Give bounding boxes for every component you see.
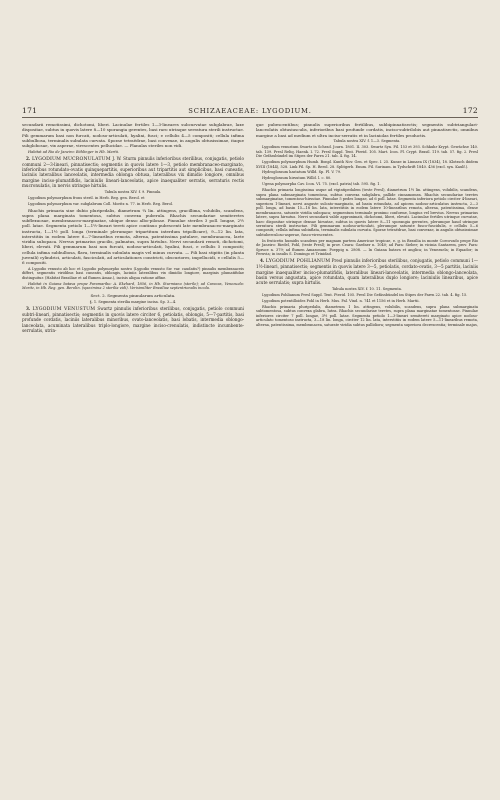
species-description [256,258,478,285]
species-diagnosis: J. W. Sturm pinnulis inferioribus sterilibus, conjugatis, petiolo communi 2—3-lineari, pinnatisectis; segmentis in quovis latere 1—3, petiolo membranaceo-marginato, inferioribus rotundato-ovatis quinquepartitis, superioribus aut tripartitis aut simplicibus, basi cuneatis, laciniis lateralibus lanceolatis, intermedia oblonga obtusa, lateralibus vix dimidio longiore, omnibus margine inciso-plumatifidis, laciniulis lineari-lanceolatis, apice inaequaliter serratis, serraturis rectis mucronulatis, in nervis utrinque hirtulis. [22,155,244,188]
species-number: 3. [26,305,31,311]
citation: Lygodium polymorphum Humb. Bonpl. Kunth Nov. Gen. et Spec. I. 25. Kunze in Linnaea IX (1834), 18. Klotzsch ibidem XVIII (1844), 528. Link Fil. Sp. H. Berol. 28. Splitgerb. Enum. Fil. Surinam. in Tydschrift 1840. 436 (excl. syn. Kaulf.). [256,160,478,169]
paragraph: que pubescentibus; pinnulis superioribus fertilibus, subbipinnatisectis; segmentis subtriangulari-lanceolatis obtusiusculis, inferioribus basi profunde cordatis, inciso-subtrilobis aut pinnatisectis, omnibus margine a basi ad medium et ultra inciso-serratis et in laciniolas fertiles productis. [256,122,478,138]
paragraph: Habitat in Guiana batava prope Paramaribo: A. Ekehard, 1856, in Hb. Sturmiano (sterile); ad Caracas, Venezuela: Moritz, in Hb. Reg. gen. Berolin. (specimina 2 sterilia vidi). Verisimiliter Brasiliae septentrionalis incola. [22,281,244,291]
citation: Lygodium polymorphum frons steril. in Herb. Reg. gen. Berol. et [28,195,145,200]
species-name: LYGODIUM POHLIANUM [265,259,331,265]
paragraph: Rhachis primaria longissima usque ad vigintipedalem (teste Presl), diametrum 1½ lin. attingens, volubilis, scandens, supra plana submarginata tomentosa, subtus convexa subglabra, pallide cinnamomea. Rhachis secundariae teretes submarginatae, tomentoso-hirsutae. Pinnulae 5 pedes longae, ad 6 poll. latae. Segmenta inferiora petiolo circiter 4-lineari, superiora 1-lineari, nervi anguste sulcato-marginato, ad basin rotundata, ad apicem nodoso-articulatus instructa, 2—3 poll. longa, ad basin 15—18 lin. lata, interstitiis in eodem latere 10-linearibus remota, alterna, patentissima, dense membranacea, saturate viridia subopaca; segmentum terminale proximo conforme, longius vel brevius. Nervus primarius latere, supra hirsutus. Nervi secundarii valde approximati, dichotomi, liberi, elevati. Lacinulae fertiles utrinque curvatae, haec dispositae utrinque densae hirsutae, subtus in quovis latere 8—11 sporangia gerentes, plerumque haud utrinque serratura sterili instructae. Pili gemmarum nodoso-articulati, plerumque saturate fusco-fuscidulis, e cellulis 5—6 compositi; cellula infima subinflata, terminalis subulata curvata. Sporae tetraëdrae, basi convexae, in angulis obtusissimae subtuberculoso-asperae, fusco-virescentes. [256,188,478,237]
species-diagnosis: Swartz pinnulis inferioribus sterilibus, conjugatis, petiolo communi subtri-lineari, pinnatisectis; segmentis in quovis latere circiter 6, petiolatis, oblongis, 5—7-partitis, basi profunde cordatis, laciniis lateralibus minoribus, ovato-lanceolatis, basi lobatis, intermedia oblongo-lanceolata, acuminata lateralibus triplo-longiore, margine inciso-crenulatis, indistincte incumbente-serrulatis, utrin- [22,305,244,333]
left-column [22,122,244,335]
caption-line: Tabula nostra XIV. f. 10. 11. Segmenta. [331,286,403,291]
citation: Lygodium Pohlianum Presl Suppl. Tent. Pterid. 105. Presl Die Gefässbündel im Stipes der Farrn 22. tab. 4. fig. 15. [262,292,468,297]
text-columns [22,122,478,335]
citation: Hydroglossum hirsutum Willd. l. c. 80. [262,176,332,181]
section-heading: Sect. 2. Segmenta pinnularum articulata. [90,292,176,298]
species-name: LYGODIUM VENUSTUM [32,306,96,312]
page-number-left: 171 [22,106,38,115]
species-diagnosis: Presl pinnulis inferioribus sterilibus, conjugatis, petiolo communi 1—1½-lineari, pinnatisectis; segmentis in quovis latere 3—5, petiolatis, cordato-ovatis, 3—5 partitis, laciniis margine inaequaliter inciso-plumatifidis, lateralibus lineari-lanceolatis, intermedia oblongo-lanceolata, basin versus angustata, apice rotundata, quam lateralibus duplo longiore; laciniulis linearibus, apice acute serrulatis; supra hirtulis. [256,258,478,286]
citation: Lygodium polymorphum var. subglabrum Coll. Moritz n. 77. in Herb. Reg. Berol. [28,201,174,206]
paragraph: Rhachis primaria sine dubio pluripedalis, diametrum ¼ lin. attingens, gracillima, volubilis, scandens, supra plana marginata tomentosa, subtus convexa puberula. Rhachis secundariae semiteretes subflexuosae, membranaceo-marginatae, ubique denso albo-pilosae. Pinnulae steriles 3 poll. longae, 2½ poll. latae. Segmenta petiolo 1—1½-lineari tereti apice continuo pubescenti late membranaceo-marginato instructa, 1—1½ poll. longa (terminale plerumque tripartitum interdum tripollicare), 9—12 lin. lata, interstitiis in eodem latere 6—7-linearibus remota, alterna, patentissima patulave, membranacea, laete viridia subopaca. Nervus primarius gracilis, palmatus, supra hirtulus. Nervi secundarii remoti, dichotomi, liberi, elevati. Pili gemmarum basi non furcati, nodoso-articulati, hyalini, fusci, e cellulis 5 compositi; cellula infima subbulbosa, flava, terminalis subulata magis vel minus curvata. — Pili basi stipitis (in planta juvenili) cylindrici, articulati, fasciculati, ad articulationes constricti, obscuriores, impellucidi, e cellulis 5—6 compositi. [22,207,244,266]
page-header [22,106,478,118]
citation: Ugena polymorpha Cav. Icon. VI. 75. (excl. patria) tab. 595. fig. 1. [262,182,381,187]
paragraph: secundarii remotissimi, dichotomi, liberi. Lacinulae fertiles 1—3-lineares subcurvatae subglabrae, laxe dispositae, subtus in quovis latere 8—10 sporangia gerentes, basi raro utrinque serratura sterili instructae. Pili gemmarum basi non furcati, nodoso-articulati, hyalini, fusci; e cellulis 4—5 compositi; cellula infima subbulbosa, terminalis subulata curvata. Sporae tetraëdrae, basi convexae, in angulis obtusissimae, itaque subglobosae, vix asperae, virescentes pellucidae. — Planulas steriles non vidi. [22,122,244,148]
paragraph: Habitat ad Rio de Janeiro: Böhlinger in Hb. Martii. [28,149,120,154]
paragraph: A Lygodio venusto ab hoc et Lygodio polymorpho nostro (Lygodio venusto Sw. var. caudatis?) pinnulis membranaceis differt, segmentis viridibus basi cuneatis, oblongis, laciniis lateralibus vix dimidio longiore, marginis plumatifidae distinguitur. (Habitat Brasiliae et ad flumen Amaz.), incisis aliqua ratione affine. [22,266,244,280]
page-number-right: 172 [462,106,478,115]
citation: Hydroglossum hastatum Willd. Sp. Pl. V. 79. [262,170,342,175]
caption-line: Tabula nostra XIV. f. 9. Pinnula. [104,189,162,194]
species-description [22,306,244,333]
running-title: SCHIZAEACEAE: LYGODIUM. [188,107,312,115]
species-number: 2. [26,155,31,161]
citation: Lygodium venustum Swartz in Schrad. Journ. 1801. II. 303. Swartz Syn. Fil. 153 et 393. Schkuhr Krypt. Gewächse 140. tab. 139. Presl Reliq. Haenk. I. 72. Presl Suppl. Tent. Pterid. 105. Mart. Icon. Pl. Crypt. Brasil. 119. tab. 57. fig. 2. Presl Die Gefässbündel im Stipes der Farrn 21. tab. 4. fig. 14. [256,145,478,159]
caption-line: §. 1. Segmenta sterilia margine incisa. Sp. 3—4. [89,299,177,304]
paragraph: In fruticetis humidis scandens per magnam partem Americae tropicae, e. g. in Brasilia in monte Corcovado prope Rio de Janeiro: Riedel, Pohl, (teste Presl); in prov. Ceara: Gardner n. 1040; ad Para: Sieber; in vicinia Santarem, prov. Para: Spruce n. 379; ad flumen Amazonum: Poeppig n. 2808. — In Guiana batava et anglica; in Venezuela; in Equador; in Peruvia; in insulis S. Domingo et Trinidad. [256,238,478,257]
species-name: LYGODIUM MUCRONULATUM [31,156,111,162]
caption-line: Tabula nostra XIV. f. 1—3. Segmenta. [333,139,401,144]
species-description [22,156,244,189]
right-column [256,122,478,335]
species-number: 4. [260,258,265,264]
paragraph: Rhachis primaria pluripedalis, diametrum 1 lin. attingens, volubilis, scandens, supra plana submarginata subtomentosa, subtus convexa glabra, lutea. Rhachis secundariae teretes, supra plana marginatae tomentosae. Pinnulae inferiores circiter 7 poll. longae, 3½ poll. latae. Segmenta petiolo 1—3-lineari semitereti marginato apice nodoso-articulato tomentoso instructa, 3—18 lin. longa, circiter 12 lin. lata, interstitiis in eodem latere 5—11-linearibus remota, alterna, patentissima, membranacea, saturate viridia subtus pallidiora; segmenta superiora decrescentia; terminale majus, [256,304,478,327]
citation: Lygodium potentilloides Pohl in Herb. Mus. Pal. Vind. n. 741 et 1156 et in Herb. Martii. [262,298,420,303]
